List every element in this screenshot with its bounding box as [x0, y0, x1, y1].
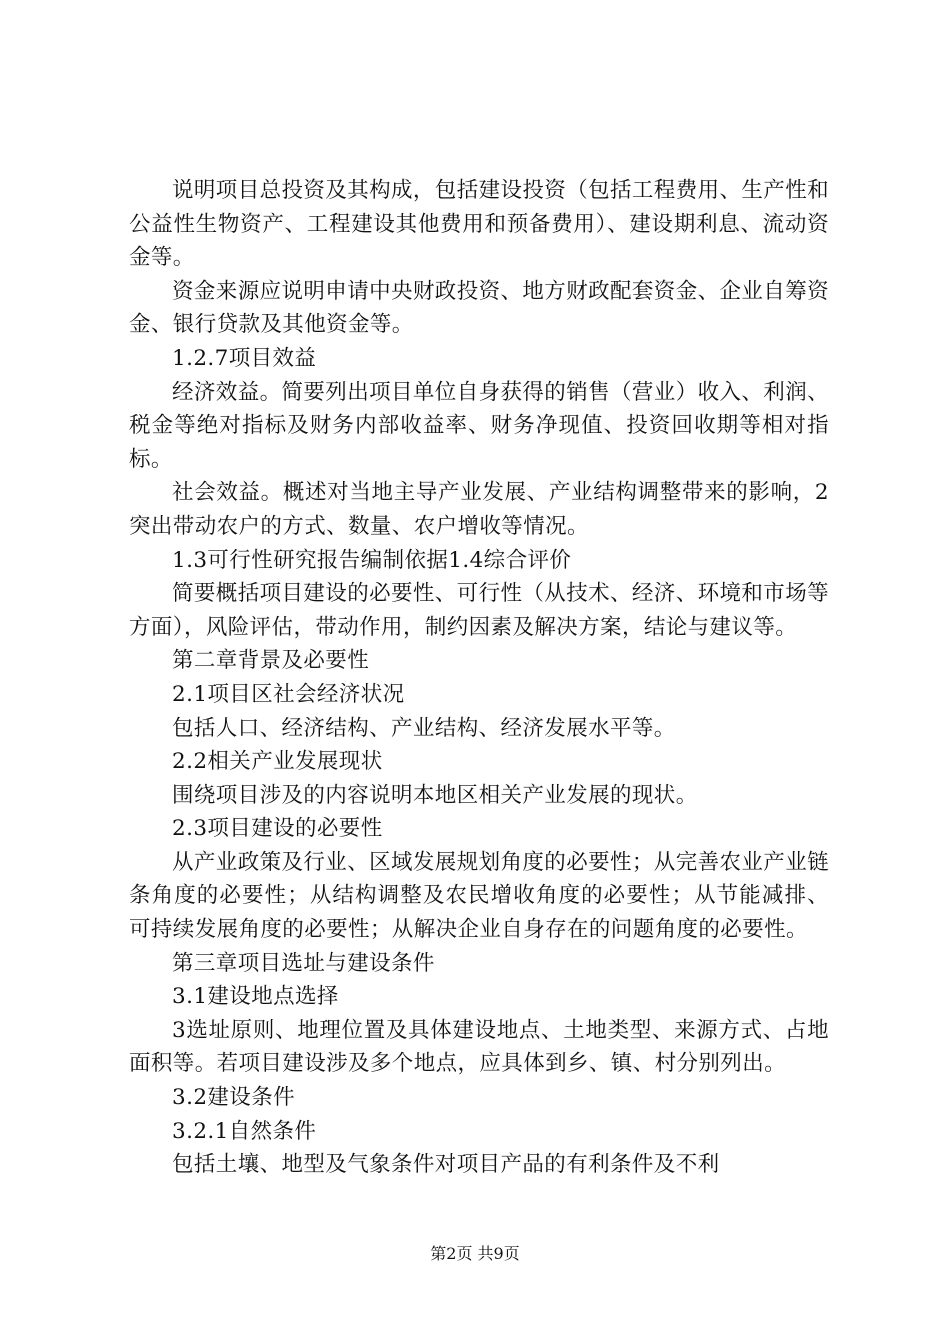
heading-chapter-2: 第二章背景及必要性: [172, 648, 370, 674]
page-number-footer: 第2页 共9页: [430, 1244, 520, 1263]
paragraph-2-3: 从产业政策及行业、区域发展规划角度的必要性；从完善农业产业链条角度的必要性；从结构调整及农民增收角度的必要性；从节能减排、可持续发展角度的必要性；从解决企业自身存在的问题角度的必要性。: [129, 849, 830, 943]
heading-2-3: 2.3项目建设的必要性: [172, 816, 383, 842]
paragraph-2-2: 围绕项目涉及的内容说明本地区相关产业发展的现状。: [172, 782, 698, 808]
heading-2-2: 2.2相关产业发展现状: [172, 749, 383, 775]
paragraph-economic-benefit: 经济效益。简要列出项目单位自身获得的销售（营业）收入、利润、税金等绝对指标及财务内部收益率、财务净现值、投资回收期等相对指标。: [129, 379, 830, 472]
heading-1-2-7: 1.2.7项目效益: [172, 345, 317, 371]
paragraph-funding-source: 资金来源应说明申请中央财政投资、地方财政配套资金、企业自筹资金、银行贷款及其他资金等。: [129, 278, 830, 338]
heading-3-1: 3.1建设地点选择: [172, 984, 339, 1010]
heading-3-2: 3.2建设条件: [172, 1085, 295, 1111]
heading-3-2-1: 3.2.1自然条件: [172, 1118, 317, 1144]
paragraph-3-2-1: 包括土壤、地型及气象条件对项目产品的有利条件及不利: [172, 1152, 720, 1178]
paragraph-investment: 说明项目总投资及其构成，包括建设投资（包括工程费用、生产性和公益性生物资产、工程建设其他费用和预备费用）、建设期利息、流动资金等。: [129, 178, 830, 271]
paragraph-2-1: 包括人口、经济结构、产业结构、经济发展水平等。: [172, 715, 676, 741]
heading-2-1: 2.1项目区社会经济状况: [172, 681, 405, 707]
document-body: [129, 174, 829, 1182]
heading-1-3-1-4: 1.3可行性研究报告编制依据1.4综合评价: [172, 547, 572, 573]
heading-chapter-3: 第三章项目选址与建设条件: [172, 950, 435, 976]
paragraph-summary: 简要概括项目建设的必要性、可行性（从技术、经济、环境和市场等方面），风险评估，带动作用，制约因素及解决方案，结论与建议等。: [129, 581, 830, 640]
paragraph-3-1: 3选址原则、地理位置及具体建设地点、土地类型、来源方式、占地面积等。若项目建设涉及多个地点，应具体到乡、镇、村分别列出。: [129, 1017, 829, 1077]
paragraph-social-benefit: 社会效益。概述对当地主导产业发展、产业结构调整带来的影响，2突出带动农户的方式、数量、农户增收等情况。: [129, 480, 829, 539]
